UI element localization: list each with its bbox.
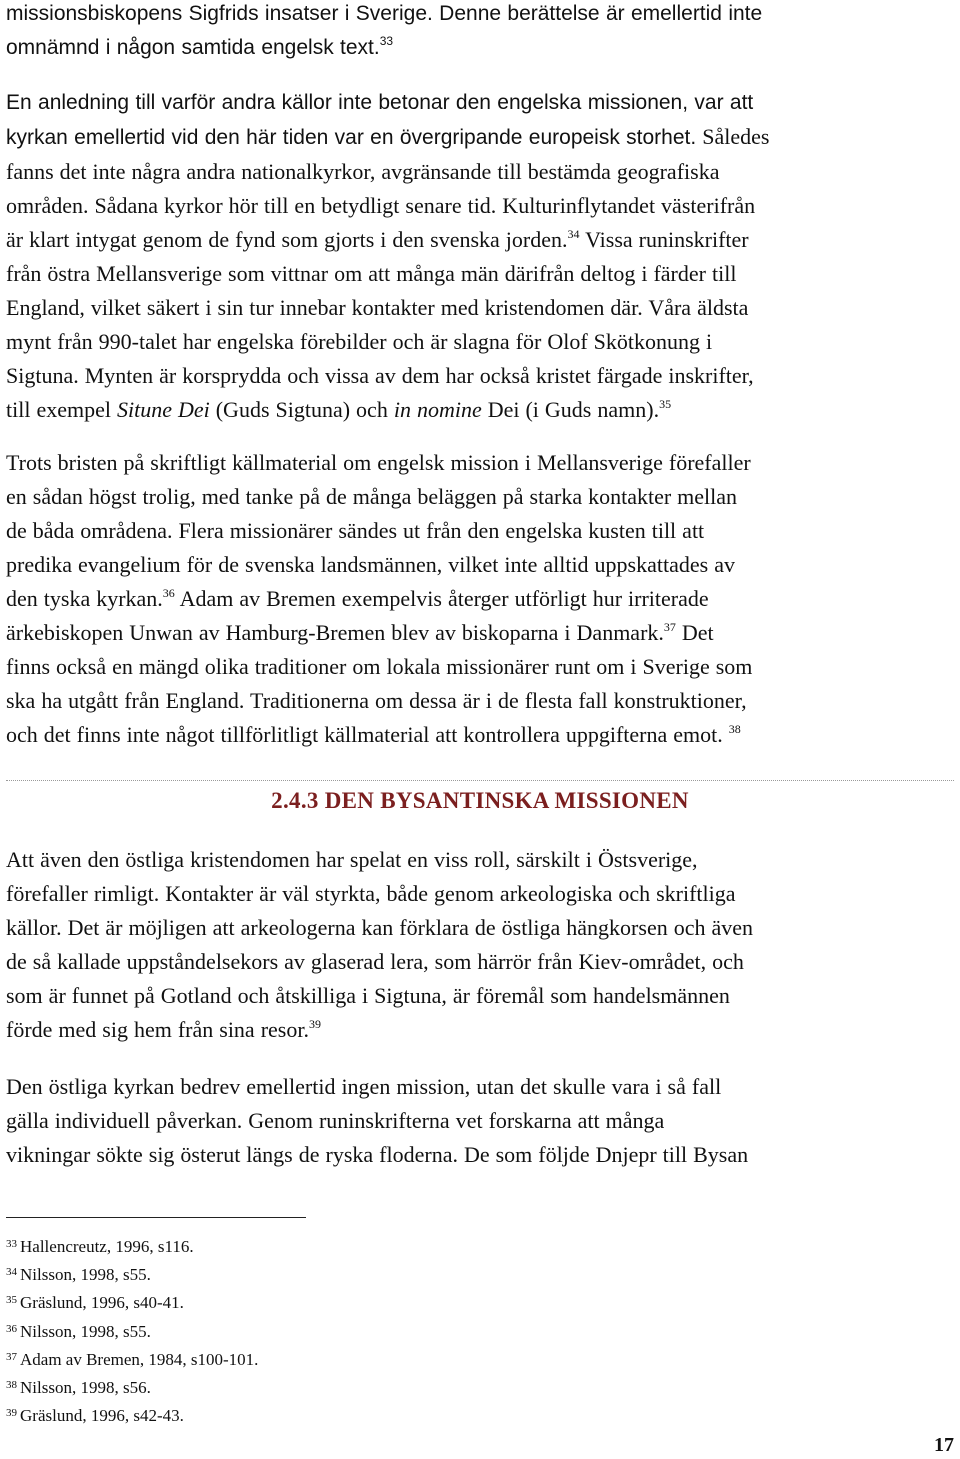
text-line (6, 31, 954, 65)
text-line (6, 120, 954, 155)
footnote-number: 36 (6, 1322, 17, 1335)
footnote-text: Nilsson, 1998, s55. (20, 1265, 151, 1285)
text-line: vikningar sökte sig österut längs de ryska floderna. De som följde Dnjepr till Bysan (6, 1142, 749, 1167)
paragraph-eastern-church (6, 1070, 954, 1172)
text-run: Vissa runinskrifter (579, 227, 749, 252)
text-line: från östra Mellansverige som vittnar om att många män därifrån deltog i färder till (6, 261, 737, 286)
text-line: ska ha utgått från England. Traditionerna om dessa är i de flesta fall konstruktioner, (6, 688, 747, 713)
text-line: Sigtuna. Mynten är korsprydda och vissa av dem har också kristet färgade inskrifter, (6, 363, 754, 388)
text-run: kyrkan emellertid vid den här tiden var en övergripande europeisk storhet. (6, 126, 697, 149)
text-line: förefaller rimligt. Kontakter är väl styrkta, både genom arkeologiska och skriftliga (6, 881, 736, 906)
text-line: som är funnet på Gotland och åtskilliga i Sigtuna, är föremål som handelsmännen (6, 983, 730, 1008)
text-line: områden. Sådana kyrkor hör till en betydligt senare tid. Kulturinflytandet västerifrån (6, 193, 756, 218)
text-run: omnämnd i någon samtida engelsk text. (6, 36, 380, 59)
text-line: England, vilket säkert i sin tur innebar kontakter med kristendomen där. Våra äldsta (6, 295, 749, 320)
text-line (6, 1013, 954, 1047)
text-run: den tyska kyrkan. (6, 586, 163, 611)
text-run: Således (696, 124, 770, 149)
italic-run: Situne Dei (116, 397, 210, 422)
text-run: är klart intygat genom de fynd som gjorts i den svenska jorden. (6, 227, 568, 252)
text-run: och det finns inte något tillförlitligt källmaterial att kontrollera uppgifterna emot. (6, 722, 729, 747)
text-run: till exempel (6, 397, 117, 422)
text-line: missionsbiskopens Sigfrids insatser i Sverige. Denne berättelse är emellertid inte (6, 2, 763, 25)
paragraph-continuation (6, 0, 954, 65)
paragraph-english-mission (6, 86, 954, 427)
text-line: Att även den östliga kristendomen har spelat en viss roll, särskilt i Östsverige, (6, 847, 698, 872)
footnote-text: Gräslund, 1996, s42-43. (20, 1406, 184, 1426)
paragraph-eastern-christianity (6, 843, 954, 1047)
text-line: Trots bristen på skriftligt källmaterial om engelsk mission i Mellansverige förefaller (6, 450, 751, 475)
footnote-ref-37[interactable]: 37 (663, 620, 676, 634)
footnote (6, 1233, 258, 1261)
text-line (6, 718, 954, 752)
footnote-number: 33 (6, 1238, 17, 1250)
footnote-text: Nilsson, 1998, s55. (20, 1321, 151, 1341)
footnote-ref-34[interactable]: 34 (567, 227, 580, 241)
text-line: predika evangelium för de svenska landsmännen, vilket inte alltid uppskattades av (6, 552, 735, 577)
footnote-text: Adam av Bremen, 1984, s100-101. (20, 1349, 259, 1369)
text-line: en sådan högst trolig, med tanke på de många beläggen på starka kontakter mellan (6, 484, 738, 509)
footnote-number: 35 (6, 1294, 17, 1307)
page-number: 17 (934, 1434, 954, 1456)
text-line (6, 616, 954, 650)
footnote-ref-35[interactable]: 35 (659, 397, 672, 411)
text-line: de så kallade uppståndelsekors av glaserad lera, som härrör från Kiev-området, och (6, 949, 744, 974)
paragraph-source-material (6, 446, 954, 752)
footnote-separator (6, 1217, 306, 1218)
section-heading: 2.4.3 DEN BYSANTINSKA MISSIONEN (271, 788, 689, 813)
footnote-number: 34 (6, 1266, 17, 1279)
footnote (6, 1289, 258, 1317)
text-line: mynt från 990-talet har engelska förebilder och är slagna för Olof Skötkonung i (6, 329, 713, 354)
text-run: Adam av Bremen exempelvis återger utförligt hur irriterade (174, 586, 709, 611)
section-divider (6, 780, 954, 781)
footnote (6, 1318, 258, 1346)
text-run: (Guds Sigtuna) och (209, 397, 394, 422)
footnote (6, 1402, 258, 1430)
footnote-text: Gräslund, 1996, s40-41. (20, 1293, 184, 1313)
text-line: fanns det inte några andra nationalkyrkor, avgränsande till bestämda geografiska (6, 159, 720, 184)
footnote-number: 38 (6, 1379, 17, 1392)
footnote-ref-33[interactable]: 33 (379, 34, 394, 48)
footnote (6, 1374, 258, 1402)
text-run: Det (675, 620, 714, 645)
text-run: förde med sig hem från sina resor. (6, 1017, 309, 1042)
footnote-ref-38[interactable]: 38 (728, 722, 741, 736)
footnote-text: Hallencreutz, 1996, s116. (20, 1237, 194, 1256)
text-run: Dei (i Guds namn). (481, 397, 660, 422)
text-line (6, 393, 954, 427)
footnote-text: Nilsson, 1998, s56. (20, 1378, 151, 1398)
italic-run: in nomine (393, 397, 482, 422)
text-line: finns också en mängd olika traditioner om lokala missionärer runt om i Sverige som (6, 654, 753, 679)
footnotes (6, 1233, 258, 1430)
text-line: gälla individuell påverkan. Genom runinskrifterna vet forskarna att många (6, 1108, 665, 1133)
text-line (6, 223, 954, 257)
footnote-ref-39[interactable]: 39 (308, 1017, 321, 1031)
text-line: En anledning till varför andra källor inte betonar den engelska missionen, var att (6, 91, 754, 114)
text-line: de båda områdena. Flera missionärer sändes ut från den engelska kusten till att (6, 518, 705, 543)
footnote (6, 1261, 258, 1289)
footnote-number: 37 (6, 1350, 17, 1363)
footnote-number: 39 (6, 1407, 17, 1420)
footnote (6, 1346, 258, 1374)
footnote-ref-36[interactable]: 36 (162, 586, 175, 600)
text-line: Den östliga kyrkan bedrev emellertid ingen mission, utan det skulle vara i så fall (6, 1074, 722, 1099)
text-line: källor. Det är möjligen att arkeologerna kan förklara de östliga hängkorsen och även (6, 915, 754, 940)
text-run: ärkebiskopen Unwan av Hamburg-Bremen blev av biskoparna i Danmark. (6, 620, 664, 645)
text-line (6, 582, 954, 616)
